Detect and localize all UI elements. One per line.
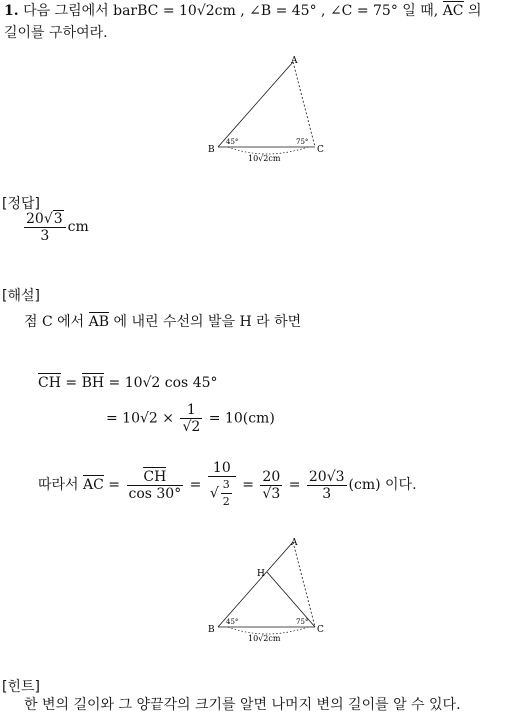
problem-text-end: 의 — [467, 3, 482, 19]
answer-fraction: $\frac{20√3}{3}$ — [24, 210, 66, 244]
side-bc-label: 10√2cm — [248, 634, 281, 643]
angle-b-label: 45° — [226, 618, 239, 626]
segment-ab: AB — [88, 314, 110, 330]
problem-number: 1. — [4, 3, 19, 19]
vertex-b-label: B — [208, 625, 215, 635]
solution-intro: 점 C 에서 AB 에 내린 수선의 발을 H 라 하면 — [24, 314, 302, 330]
equation-1: CH = BH = 10√2 cos 45° — [38, 375, 218, 391]
problem-line-2: 길이를 구하여라. — [4, 25, 108, 41]
triangle-figure-2 — [200, 535, 340, 645]
segment-ac: AC — [442, 3, 464, 19]
hint-text: 한 변의 길이와 그 양끝각의 크기를 알면 나머지 변의 길이를 알 수 있다. — [24, 697, 461, 713]
angle-c-label: 75° — [296, 138, 309, 146]
angle-b-label: 45° — [226, 138, 239, 146]
answer-value — [22, 210, 89, 244]
problem-line-1 — [4, 2, 482, 20]
answer-heading: [정답] — [2, 196, 40, 212]
vertex-c-label: C — [317, 625, 324, 635]
hint-heading: [힌트] — [2, 679, 40, 695]
answer-unit: cm — [67, 219, 89, 235]
angle-c-label: 75° — [296, 618, 309, 626]
vertex-c-label: C — [317, 145, 324, 155]
vertex-a-label: A — [291, 56, 298, 66]
side-bc-label: 10√2cm — [248, 154, 281, 163]
vertex-b-label: B — [208, 145, 215, 155]
vertex-a-label: A — [291, 538, 298, 548]
equation-3: 따라서 AC = $\frac{CH}{\cos 30^\circ}$ = 10 √ $\frac{3}{2}$ = $\frac{20}{√3}$ = $\frac{20√3}{3}$ (cm) 이다. — [38, 460, 417, 508]
foot-h-label: H — [257, 569, 265, 579]
solution-heading: [해설] — [2, 288, 40, 304]
problem-text: 다음 그림에서 barBC = 10√2cm , ∠B = 45° , ∠C = 75° 일 때, — [23, 3, 439, 19]
triangle-figure-1 — [200, 55, 340, 165]
equation-2: = 10√2 × $\frac{1}{√2}$ = 10(cm) — [106, 402, 275, 435]
